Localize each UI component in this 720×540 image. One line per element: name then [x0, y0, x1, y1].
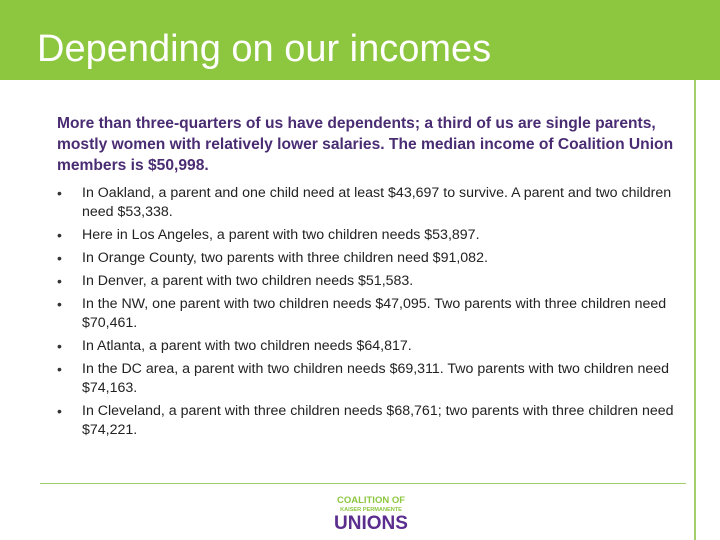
bullet-text: In Denver, a parent with two children needs $51,583.	[82, 273, 414, 289]
bullet-text: In Oakland, a parent and one child need at least $43,697 to survive. A parent and two children need $53,338.	[82, 185, 672, 220]
bullet-cleveland	[57, 402, 685, 440]
bullet-marker: •	[57, 296, 62, 312]
logo-line-3: UNIONS	[334, 513, 408, 533]
bullet-list	[57, 184, 685, 444]
bullet-marker: •	[57, 185, 62, 201]
bullet-text: In the NW, one parent with two children needs $47,095. Two parents with three children need $70,461.	[82, 296, 667, 331]
bullet-dc-area	[57, 360, 685, 398]
bullet-los-angeles	[57, 226, 685, 245]
bullet-marker: •	[57, 250, 62, 266]
bullet-marker: •	[57, 227, 62, 243]
bullet-text: In Atlanta, a parent with two children needs $64,817.	[82, 338, 412, 354]
bullet-marker: •	[57, 273, 62, 289]
bullet-marker: •	[57, 403, 62, 419]
bullet-text: In Orange County, two parents with three children need $91,082.	[82, 250, 488, 266]
bullet-orange-county	[57, 249, 685, 268]
bullet-marker: •	[57, 361, 62, 377]
footer-rule	[40, 483, 686, 484]
vertical-rule	[694, 80, 696, 540]
intro-paragraph: More than three-quarters of us have dependents; a third of us are single parents, mostly women with relatively lower salaries. The median income of Coalition Union members is $50,998.	[57, 115, 674, 174]
bullet-oakland	[57, 184, 685, 222]
bullet-northwest	[57, 295, 685, 333]
bullet-text: In Cleveland, a parent with three children needs $68,761; two parents with three children need $74,221.	[82, 403, 674, 438]
coalition-logo	[326, 493, 416, 533]
bullet-text: In the DC area, a parent with two children needs $69,311. Two parents with two children need $74,163.	[82, 361, 670, 396]
bullet-denver	[57, 272, 685, 291]
bullet-marker: •	[57, 338, 62, 354]
bullet-text: Here in Los Angeles, a parent with two children needs $53,897.	[82, 227, 480, 243]
bullet-atlanta	[57, 337, 685, 356]
logo-line-2: KAISER PERMANENTE	[340, 507, 402, 513]
logo-line-1: COALITION OF	[336, 495, 406, 506]
slide-title: Depending on our incomes	[37, 28, 492, 70]
